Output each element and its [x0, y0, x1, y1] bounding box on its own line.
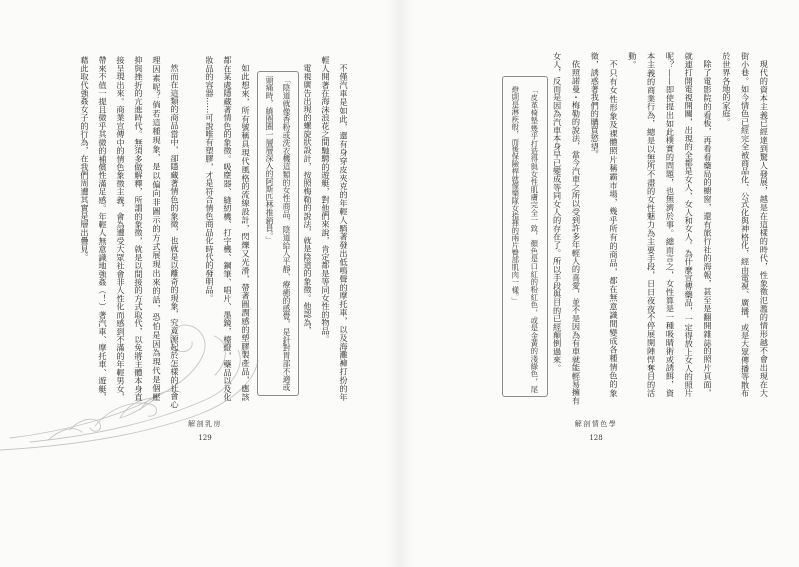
text-line: 女人，反而是因為汽車本身早已變成等同女人的存在了。所以手段與目的已經顛倒過來。	[552, 52, 563, 372]
text-line: 藉此取代強姦女子的行為，在我們周遭其實是層出疊見。	[80, 56, 90, 261]
right-page	[400, 0, 799, 567]
paragraph	[623, 52, 717, 397]
text-line: 除了電影院的看板，再看看藥局的櫥窗，還有旅行社的海報，甚至是翻開雜誌的照片頁面，	[703, 60, 714, 397]
text-line: 不僅汽車是如此，還有身穿皮夾克的年輕人騎著發出低鳴聲的摩托車，以及海灘褲打扮的年	[339, 64, 349, 401]
running-title: 解剖情色學	[574, 420, 618, 428]
text-line: 妝品的容器……可說唯有塑膠，才是符合情色商品化時代的發明品。	[205, 56, 215, 302]
text-line: 都在某處隱藏著情色的象徵。吸塵器、縫紉機、打字機、鋼筆、唱片、墨鏡，檯燈，藥品以及化	[223, 56, 233, 401]
block-quote	[502, 76, 548, 397]
quote-line: 頭痛時，繞圈圈一層層深入的阿斯匹林推銷員。」	[265, 76, 274, 244]
text-line: 現代的資本主義已經達到驚人發展，越是在這樣的時代，性象徵氾濫的情形越不會出現在大	[759, 60, 770, 397]
text-line: 如此想來，所有號稱具現代風格的流線設計，閃爍又光滑，帶著圓潤感的塑膠製產品，應該	[241, 64, 251, 401]
text-line: 然而在這類的商品當中，卻隱藏著情色的象徵，也就是以離奇的現象，究竟源起於怎樣的社會心	[170, 64, 180, 409]
block-quote	[257, 71, 299, 396]
left-page-body	[76, 56, 353, 409]
page-number: 129	[198, 434, 212, 442]
text-line: 電視廣告出現的螺旋狀設計，按照梅勒的說法，就是陰道的象徵。他認為，	[303, 64, 313, 335]
text-line: 依照諾曼・梅勒的說法，當今汽車之所以受到許多年輕人的喜愛，並不是因為有車就能輕易擁有	[571, 60, 582, 405]
paragraph	[548, 52, 586, 405]
text-line: 本主義的商業行為，總是以無所不盡的女性魅力為主要手段，日日夜夜不停展開陣悍奪目的活	[646, 52, 657, 397]
text-line: 不只有女性形象及裸體照片稱霸市場，幾乎所有的商品，都在無意識間變成各種情色的象	[609, 60, 620, 397]
paragraph	[585, 52, 623, 397]
text-line: 徵，誘惑著我們的購買慾望。	[590, 52, 601, 159]
right-page-body	[502, 52, 774, 405]
left-page-footer	[175, 417, 235, 445]
paragraph	[717, 52, 773, 397]
text-line: 抑與挫折的亢進時代。無須多做解釋，所謂的象徵，就是以間接的方式取代，以免將主體本身直	[134, 56, 144, 401]
page-number: 128	[589, 434, 603, 442]
text-line: 輕人開著在海沫浪花之間馳騁的遊艇，對他們來說，肯定都是等同女性的物品。	[321, 56, 331, 343]
quote-line: 「皮革椅墊幾乎打造得與女性肌膚完全一致，顏色是口紅的粉紅色，或是金黃的淺綠色，尾	[529, 86, 539, 393]
paragraph	[299, 56, 317, 401]
text-line: 動。	[627, 52, 638, 69]
text-line: 帶來不值一提且微乎其微的補償性滿足感。年輕人無意識地強姦（！）著汽車、摩托車、遊艇，	[98, 56, 108, 401]
paragraph	[317, 56, 353, 401]
text-line: 就連打開電視開關，出現的全都是女人、女人和女人。為什麼宣傳藥品，一定得放上女人的照片	[684, 52, 695, 397]
quote-line: 燈則是淋疾般，而後保險桿就像樂隊女指揮的兩片臀部肌肉一樣。」	[510, 86, 520, 305]
text-line: 接呈現出來。商業宣傳中的情色象徵主義，會為遭受大眾社會非人性化而感到不滿的年輕男女，	[116, 56, 126, 401]
text-line: 理因素呢？倘若這種現象，是以偏向非圖示的方式展現出來的話，恐怕是因為現代是個壓	[152, 56, 162, 401]
text-line: 於世界各地的家庭。	[721, 52, 732, 126]
right-page-footer	[566, 417, 626, 445]
paragraph	[201, 56, 255, 401]
paragraph	[76, 56, 184, 409]
running-title: 解剖乳房	[188, 420, 222, 428]
quote-line: 「陰道就像香粉或洗衣機這類的女性商品，陰道給人平靜、療癒的感覺，是針對胃部不適或	[282, 76, 291, 391]
text-line: 街小巷。如今情色已經完全被商品化、公式化與神格化，經由電視、廣播，或是大眾傳播等散布	[740, 52, 751, 397]
text-line: 呢？——即使提出如此樸實的問題，也無濟於事。總而言之，女性算是一種吸睛術或誘餌，資	[665, 52, 676, 397]
